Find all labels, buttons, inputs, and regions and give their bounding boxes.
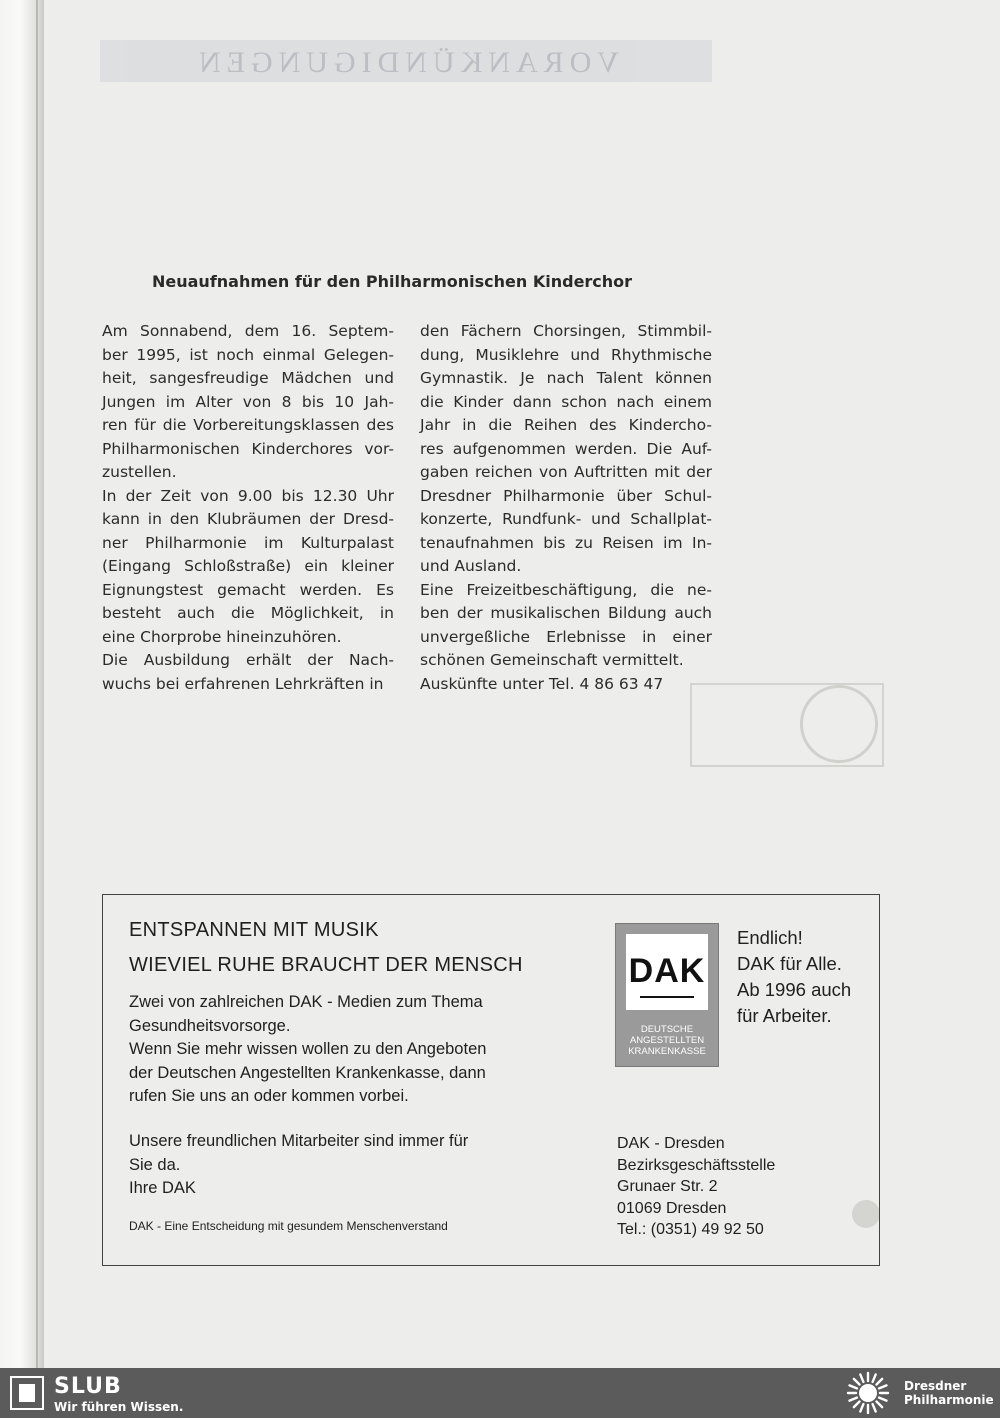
slub-logo-icon [10, 1376, 44, 1410]
article-line: wuchs bei erfahrenen Lehrkräften in [102, 674, 384, 693]
article-line: Jungen im Alter von 8 bis 10 Jah- [102, 392, 394, 411]
logo-ray [876, 1401, 882, 1407]
binding-fold [36, 0, 38, 1368]
dak-logo-underline [640, 996, 694, 998]
article-line: und Ausland. [420, 557, 522, 575]
dak-logo-mark: DAK [628, 952, 706, 990]
article-line: schönen Gemeinschaft vermittelt. [420, 651, 684, 669]
library-tagline: Wir führen Wissen. [54, 1400, 184, 1414]
article-line: (Eingang Schloßstraße) ein kleiner [102, 557, 394, 575]
article-line: konzerte, Rundfunk- und Schallplat- [420, 510, 712, 528]
ad-footnote: DAK - Eine Entscheidung mit gesundem Menschenverstand [129, 1219, 448, 1233]
orchestra-name[interactable] [904, 1379, 994, 1407]
page-binding [0, 0, 44, 1368]
viewer-footer-bar [0, 1368, 1000, 1418]
article-line: Dresdner Philharmonie über Schul- [420, 486, 712, 505]
logo-ray [860, 1404, 863, 1411]
article-line: tenaufnahmen bis zu Reisen im In- [420, 533, 712, 552]
dak-logo-line: ANGESTELLTEN [629, 1035, 705, 1046]
dak-logo-line: DEUTSCHE [640, 1024, 694, 1035]
dak-logo-panel [626, 934, 708, 1010]
logo-ray [850, 1385, 857, 1388]
slogan-line: für Arbeiter. [737, 1005, 832, 1026]
article-title: Neuaufnahmen für den Philharmonischen Kinderchor [152, 272, 633, 291]
article-line: res aufgenommen werden. Die Auf- [420, 439, 712, 458]
dak-logo-caption [616, 1024, 718, 1057]
ad-address [617, 1133, 775, 1241]
ad-line: Gesundheitsvorsorge. [129, 1016, 291, 1035]
article-line: dung, Musiklehre und Rhythmische [420, 345, 712, 364]
ad-slogan [737, 925, 851, 1029]
slogan-line: Ab 1996 auch [737, 979, 852, 1000]
article-line: heit, sangesfreudige Mädchen und [102, 369, 394, 387]
ad-heading-rest: WIEVIEL RUHE BRAUCHT DER MENSCH [129, 954, 523, 976]
article-line: ren für die Vorbereitungsklassen des [102, 416, 394, 434]
dak-advertisement [102, 894, 880, 1266]
logo-ray [873, 1375, 876, 1382]
article-line: ner Philharmonie im Kulturpalast [102, 533, 394, 552]
article-line: besteht auch die Möglichkeit, in [102, 604, 394, 622]
address-line: Bezirksgeschäftsstelle [617, 1156, 776, 1174]
article-line: Eine Freizeitbeschäftigung, die ne- [420, 580, 712, 599]
article-line: kann in den Klubräumen der Dresd- [102, 510, 394, 528]
ad-line: der Deutschen Angestellten Krankenkasse, dann [129, 1063, 486, 1082]
logo-ray [850, 1398, 857, 1401]
article-line: unvergeßliche Erlebnisse in einer [420, 627, 712, 646]
logo-ray [873, 1404, 876, 1411]
slogan-line: Endlich! [737, 927, 803, 948]
dak-logo [615, 923, 719, 1067]
orchestra-name-line: Philharmonie [904, 1393, 994, 1407]
article-column-left [102, 320, 394, 696]
article-line: Die Ausbildung erhält der Nach- [102, 651, 394, 669]
orchestra-name-line: Dresdner [904, 1379, 967, 1393]
address-line: Grunaer Str. 2 [617, 1178, 718, 1195]
article-line: Gymnastik. Je nach Talent können [420, 369, 712, 387]
article-column-right [420, 320, 712, 696]
article-line: gaben reichen von Auftritten mit der [420, 463, 712, 481]
article-line: die Kinder dann schon nach einem [420, 392, 712, 411]
library-name[interactable]: SLUB [54, 1374, 122, 1399]
show-through-mirrored-heading: VORANKÜNDIGUNGEN [193, 46, 619, 79]
address-line: 01069 Dresden [617, 1199, 727, 1217]
logo-ray [879, 1398, 886, 1401]
article-line: Jahr in die Reihen des Kindercho- [420, 416, 712, 434]
ad-line: rufen Sie uns an oder kommen vorbei. [129, 1087, 409, 1105]
ad-paragraph-info [129, 991, 486, 1109]
article-line: eine Chorprobe hineinzuhören. [102, 627, 342, 646]
article-line: In der Zeit von 9.00 bis 12.30 Uhr [102, 486, 394, 505]
show-through-seal [800, 685, 878, 763]
ad-paragraph-staff [129, 1130, 468, 1201]
article-line: Eignungstest gemacht werden. Es [102, 580, 394, 599]
ad-line: Zwei von zahlreichen DAK - Medien zum Thema [129, 993, 483, 1011]
ad-heading-music: ENTSPANNEN MIT MUSIK [129, 919, 379, 941]
slogan-line: DAK für Alle. [737, 953, 842, 974]
address-line: Tel.: (0351) 49 92 50 [617, 1221, 764, 1238]
article-line: Philharmonischen Kinderchores vor- [102, 439, 394, 458]
logo-ray [854, 1401, 860, 1407]
article-line: Am Sonnabend, dem 16. Septem- [102, 322, 394, 340]
article-line: den Fächern Chorsingen, Stimmbil- [420, 322, 712, 340]
logo-ray [854, 1379, 860, 1385]
dak-logo-line: KRANKENKASSE [628, 1046, 706, 1057]
logo-ray [860, 1375, 863, 1382]
logo-ray [876, 1379, 882, 1385]
article-line: zustellen. [102, 463, 177, 481]
ad-line: Ihre DAK [129, 1179, 196, 1197]
article-line: ben der musikalischen Bildung auch [420, 604, 712, 622]
orchestra-logo-icon [840, 1370, 896, 1416]
ad-line: Unsere freundlichen Mitarbeiter sind immer für [129, 1132, 469, 1150]
ad-line: Wenn Sie mehr wissen wollen zu den Angeboten [129, 1040, 487, 1058]
ad-line: Sie da. [129, 1155, 181, 1174]
show-through-header-band [100, 40, 712, 82]
article-line: ber 1995, ist noch einmal Gelegen- [102, 345, 394, 364]
address-line: DAK - Dresden [617, 1135, 725, 1152]
logo-ray [879, 1385, 886, 1388]
article-line: Auskünfte unter Tel. 4 86 63 47 [420, 674, 664, 693]
